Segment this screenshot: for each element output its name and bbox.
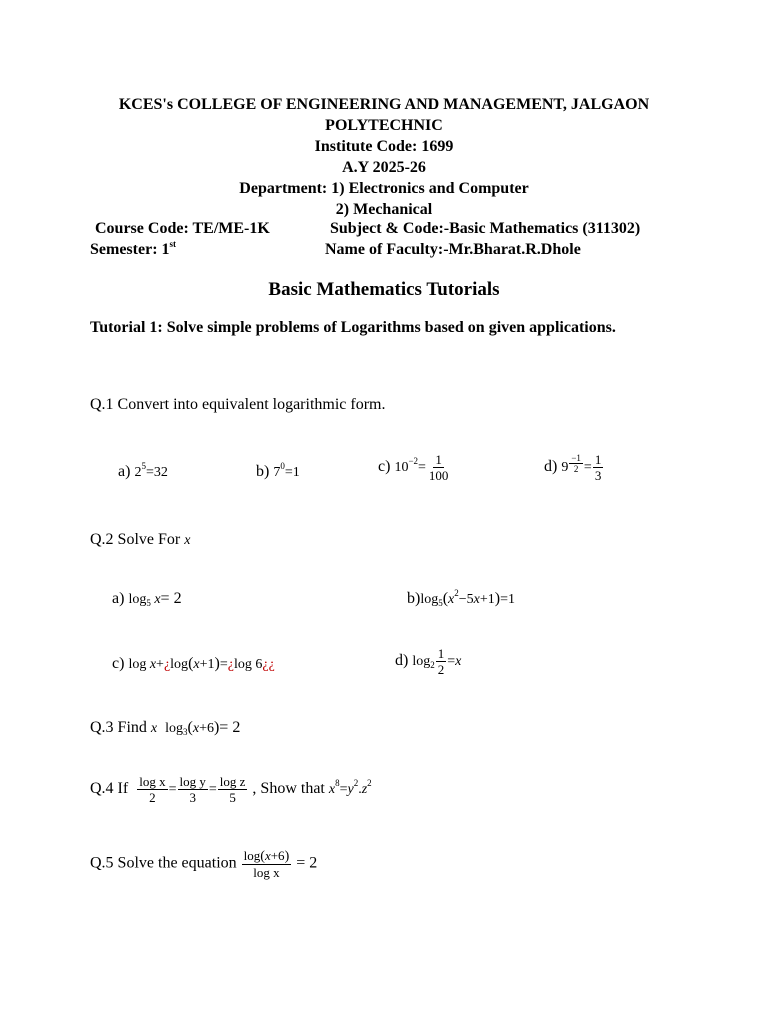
q1-part-c: c) $10^{-2}=$ $\frac{1}{100}$ [378,452,449,483]
academic-year: A.Y 2025-26 [342,159,426,176]
semester: Semester: 1st [90,239,177,258]
q2-part-c: c) log x+¿log(x+1)=¿log 6¿¿ [112,655,275,672]
q1-part-a: a) $2^5=32$ [118,461,168,480]
course-code: Course Code: TE/ME-1K [95,220,270,237]
q5: Q.5 Solve the equation $\frac{\log(x+6)}{\text{log x}}$ = 2 [90,848,318,880]
q4: Q.4 If $\frac{\text{log x}}{2}$ = $\frac{\text{log y}}{3}$ = $\frac{\text{log z}}{5}$ , Show that $x^8=y^2.z^2$ [90,774,372,805]
faculty-name: Name of Faculty:-Mr.Bharat.R.Dhole [325,241,581,258]
institute-code: Institute Code: 1699 [314,138,454,155]
polytechnic-label: POLYTECHNIC [325,117,443,134]
q2-part-a: a) $\log_5 x= 2$ [112,590,182,608]
college-name: KCES's COLLEGE OF ENGINEERING AND MANAGEMENT, JALGAON [118,96,650,113]
page-title: Basic Mathematics Tutorials [268,279,500,300]
q1-part-d: d) 9 $\frac{-1}{2}$ = $\frac{1}{3}$ [544,452,602,483]
subject-code: Subject & Code:-Basic Mathematics (311302) [330,220,641,237]
tutorial-heading: Tutorial 1: Solve simple problems of Logarithms based on given applications. [90,319,616,336]
q2-part-d: d) $\log_2$ $\frac{1}{2}$ =x [395,646,462,677]
q2-label: Q.2 Solve For x [90,531,191,548]
q3: Q.3 Find x $\log_3(x+6)= 2$ [90,719,241,737]
department-line-1: Department: 1) Electronics and Computer [239,180,529,197]
q1-label: Q.1 Convert into equivalent logarithmic form. [90,396,386,413]
q1-part-b: b) $7^0=1$ [256,461,300,480]
department-line-2: 2) Mechanical [335,201,433,218]
q2-part-b: $b)\log_5(x^2-5x+1)=1$ [407,588,516,608]
